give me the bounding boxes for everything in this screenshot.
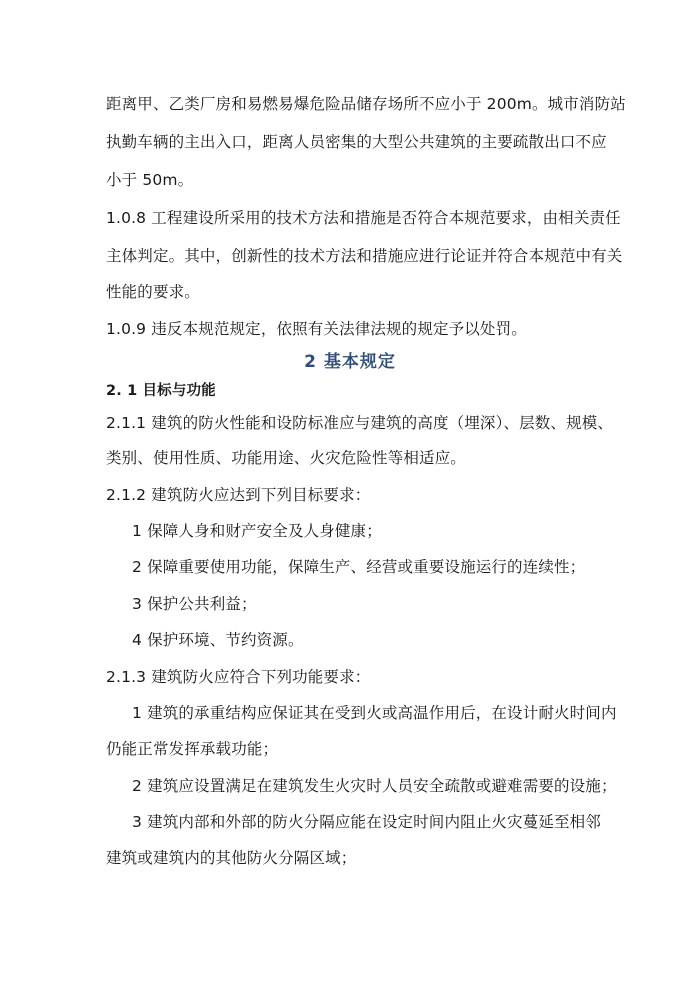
list-item: 3 保护公共利益； (132, 595, 257, 613)
section-title: 2. 1 目标与功能 (106, 383, 216, 399)
list-item: 1 建筑的承重结构应保证其在受到火或高温作用后，在设计耐火时间内 (132, 704, 617, 722)
chapter-title: 2 基本规定 (304, 352, 396, 372)
list-item: 4 保护环境、节约资源。 (132, 631, 304, 649)
paragraph-line: 距离甲、乙类厂房和易燃易爆危险品储存场所不应小于 200m。城市消防站 (106, 95, 626, 113)
list-item-continuation: 建筑或建筑内的其他防火分隔区域； (106, 849, 357, 867)
clause-1-0-8-line: 1.0.8 工程建设所采用的技术方法和措施是否符合本规范要求，由相关责任 (106, 209, 621, 227)
paragraph-line: 小于 50m。 (106, 171, 194, 189)
clause-1-0-8-line: 性能的要求。 (106, 283, 200, 301)
clause-2-1-1-line: 2.1.1 建筑的防火性能和设防标准应与建筑的高度（埋深）、层数、规模、 (106, 414, 614, 432)
clause-2-1-3-intro: 2.1.3 建筑防火应符合下列功能要求： (106, 668, 371, 686)
list-item: 2 建筑应设置满足在建筑发生火灾时人员安全疏散或避难需要的设施； (132, 777, 617, 795)
clause-2-1-1-line: 类别、使用性质、功能用途、火灾危险性等相适应。 (106, 449, 466, 467)
clause-1-0-9-line: 1.0.9 违反本规范规定，依照有关法律法规的规定予以处罚。 (106, 320, 527, 338)
list-item: 3 建筑内部和外部的防火分隔应能在设定时间内阻止火灾蔓延至相邻 (132, 813, 601, 831)
clause-1-0-8-line: 主体判定。其中，创新性的技术方法和措施应进行论证并符合本规范中有关 (106, 247, 623, 265)
list-item: 1 保障人身和财产安全及人身健康； (132, 522, 382, 540)
clause-2-1-2-intro: 2.1.2 建筑防火应达到下列目标要求： (106, 486, 371, 504)
paragraph-line: 执勤车辆的主出入口，距离人员密集的大型公共建筑的主要疏散出口不应 (106, 133, 607, 151)
list-item: 2 保障重要使用功能，保障生产、经营或重要设施运行的连续性； (132, 558, 586, 576)
list-item-continuation: 仍能正常发挥承载功能； (106, 740, 279, 758)
